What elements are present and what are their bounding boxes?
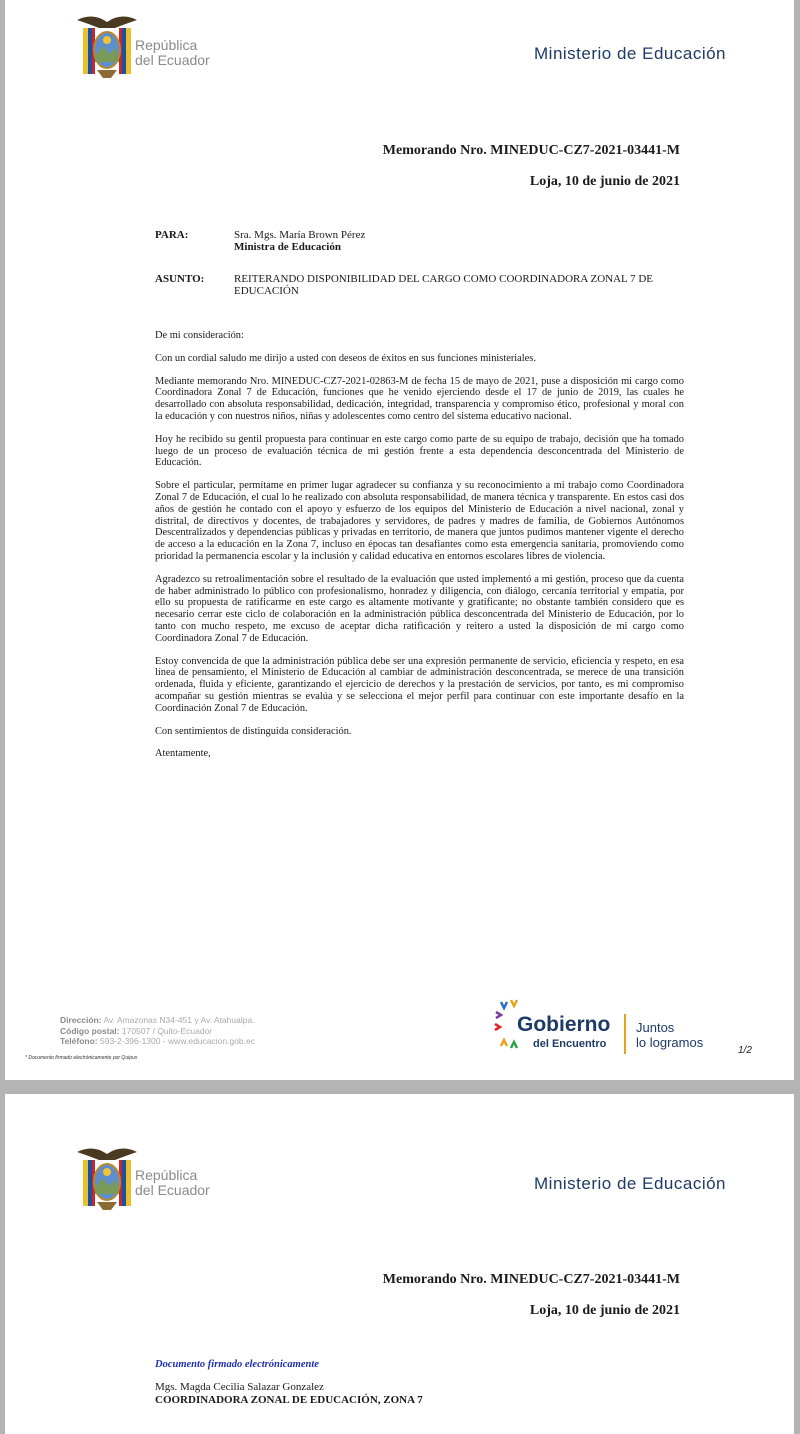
signer-role: COORDINADORA ZONAL DE EDUCACIÓN, ZONA 7 <box>155 1394 423 1406</box>
paragraph: Hoy he recibido su gentil propuesta para continuar en este cargo como parte de su equipo de trabajo, decisión que ha tomado luego de un proceso de evaluación técnica de mi gestión frente a esta dependencia desconcentrada del Ministerio de Educación. <box>155 433 684 469</box>
footer-address <box>60 1015 255 1047</box>
para-label: PARA: <box>155 229 189 241</box>
juntos-text: Juntos <box>636 1020 675 1035</box>
del-ecuador-text: del Ecuador <box>135 52 210 68</box>
paragraph: Agradezco su retroalimentación sobre el resultado de la evaluación que usted implementó a mi gestión, proceso que da cuenta de haber administrado lo público con profesionalismo, honradez y diligencia, con diálogo, cercanía territorial y empatía, por ello su propuesta de ratificarme en este cargo es altamente motivante y gratificante; no obstante también considero que es necesario cerrar este ciclo de colaboración en la administración pública desconcentrada del Ministerio de Educación, por lo tanto con mucho respeto, me excuso de aceptar dicha ratificación y reitero a usted la disposición de mi cargo como Coordinadora Zonal 7 de Educación. <box>155 573 684 644</box>
document-page-1 <box>5 0 794 1080</box>
memo-body <box>155 330 684 771</box>
asunto-text: REITERANDO DISPONIBILIDAD DEL CARGO COMO COORDINADORA ZONAL 7 DE EDUCACIÓN <box>234 273 654 297</box>
recipient-title: Ministra de Educación <box>234 241 341 253</box>
quipux-note: * Documento firmado electrónicamente por Quipux <box>25 1055 138 1061</box>
document-page-2 <box>5 1094 794 1434</box>
asunto-label: ASUNTO: <box>155 273 205 285</box>
republica-text: República <box>135 37 198 53</box>
republica-del-ecuador-logotype <box>135 1168 210 1198</box>
salutation: De mi consideración: <box>155 330 244 341</box>
ministerio-title: Ministerio de Educación <box>534 1174 726 1193</box>
republica-del-ecuador-logotype <box>135 38 210 68</box>
paragraph: Sobre el particular, permítame en primer lugar agradecer su confianza y su reconocimiento a mi trabajo como Coordinadora Zonal 7 de Educación, el cual lo he realizado con absoluta responsabilidad, de manera técnica y transparente. En estos casi dos años de gestión he contado con el apoyo y esfuerzo de los equipos del Ministerio de Educación a nivel nacional, zonal y distrital, de directivos y docentes, de trabajadores y servidores, de padres y madres de familia, de Gobiernos Autónomos Descentralizados y dependencias públicas y privadas en territorio, de manera que juntos pudimos mantener vigente el derecho de acceso a la educación en la Zona 7, incluso en épocas tan desafiantes como esta emergencia sanitaria, promoviendo como prioridad la permanencia escolar y la inclusión y calidad educativa en entornos escolares libres de violencia. <box>155 480 684 562</box>
ministerio-title: Ministerio de Educación <box>534 44 726 63</box>
telefono-label: Teléfono: <box>60 1036 98 1046</box>
memo-date: Loja, 10 de junio de 2021 <box>529 1303 680 1318</box>
closing: Con sentimientos de distinguida consideración. <box>155 725 352 737</box>
memo-number: Memorando Nro. MINEDUC-CZ7-2021-03441-M <box>382 143 680 158</box>
lo-logramos-text: lo logramos <box>636 1035 704 1050</box>
logo-divider <box>624 1014 626 1054</box>
gobierno-logotype: Gobierno <box>517 1013 611 1036</box>
memo-number: Memorando Nro. MINEDUC-CZ7-2021-03441-M <box>382 1272 680 1287</box>
postal-label: Código postal: <box>60 1025 120 1036</box>
signed-electronically-note: Documento firmado electrónicamente <box>155 1359 319 1370</box>
paragraph: Estoy convencida de que la administración pública debe ser una expresión permanente de servicio, eficiencia y respeto, en esa línea de pensamiento, el Ministerio de Educación al cambiar de administración desconcentrada, se merece de una transición ordenada, fluida y eficiente, garantizando el ejercicio de derechos y la prestación de servicios, por tanto, es mi compromiso acompañar su gestión mientras se evalúa y se selecciona el mejor perfil para continuar con este importante desafío en la Coordinación Zonal 7 de Educación. <box>155 655 684 714</box>
memo-date: Loja, 10 de junio de 2021 <box>529 174 680 189</box>
ecuador-coat-of-arms-icon <box>75 12 139 82</box>
del-encuentro-text: del Encuentro <box>533 1038 607 1050</box>
page-number: 1/2 <box>738 1045 752 1056</box>
sign-off: Atentamente, <box>155 748 211 760</box>
postal-value: 170507 / Quito-Ecuador <box>121 1025 213 1036</box>
signer-block <box>155 1381 423 1407</box>
juntos-lo-logramos <box>636 1020 703 1050</box>
paragraph: Con un cordial saludo me dirijo a usted con deseos de éxitos en sus funciones ministeriales. <box>155 352 536 364</box>
telefono-value: 593-2-396-1300 - www.educacion.gob.ec <box>100 1036 255 1046</box>
direccion-value: Av. Amazonas N34-451 y Av. Atahualpa. <box>103 1015 255 1025</box>
republica-text: República <box>135 1167 198 1183</box>
recipient-name: Sra. Mgs. María Brown Pérez <box>234 229 366 241</box>
ecuador-coat-of-arms-icon <box>75 1144 139 1214</box>
para-value <box>234 229 365 253</box>
signer-name: Mgs. Magda Cecilia Salazar Gonzalez <box>155 1381 324 1393</box>
paragraph: Mediante memorando Nro. MINEDUC-CZ7-2021-02863-M de fecha 15 de mayo de 2021, puse a disposición mi cargo como Coordinadora Zonal 7 de Educación, funciones que he venido ejerciendo desde el 17 de junio de 2019, las cuales he desarrollado con absoluta responsabilidad, dedicación, integridad, transparencia y compromiso ético, profesional y moral con la educación y con nuestros niños, niñas y adolescentes como centro del sistema educativo nacional. <box>155 375 684 422</box>
del-ecuador-text: del Ecuador <box>135 1182 210 1198</box>
direccion-label: Dirección: <box>60 1015 102 1025</box>
